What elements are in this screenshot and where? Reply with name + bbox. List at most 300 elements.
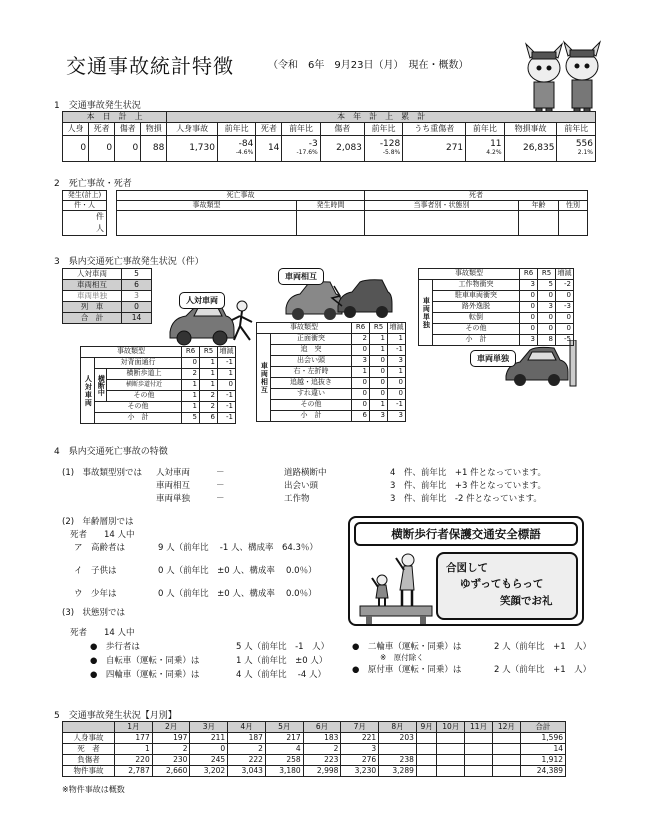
type-row [419, 302, 574, 313]
p1-label: (1) 事故類型別では [62, 468, 143, 478]
s1-pct: 2.1% [577, 149, 593, 157]
type-row-value: 0 [556, 313, 574, 324]
monthly-cell [416, 733, 436, 744]
summary-value: 0 [122, 302, 152, 313]
status-item [352, 663, 602, 677]
type-row [257, 400, 406, 411]
type-row-value: 0 [370, 378, 388, 389]
status-key: ● 原付車（運転・同乗）は [352, 665, 462, 675]
type-col-header: 事故類型 [257, 323, 352, 334]
month-header: 9月 [416, 722, 436, 733]
monthly-cell [492, 755, 520, 766]
type-row-value: 2 [200, 391, 218, 402]
fatal-summary-table [62, 268, 152, 324]
monthly-cell: 217 [265, 733, 303, 744]
col-time: 発生時間 [297, 201, 365, 211]
type-row-value: -1 [388, 345, 406, 356]
type-row [257, 411, 406, 422]
status-item [352, 640, 602, 652]
s1-pct: -5.8% [382, 149, 401, 157]
monthly-cell: 177 [115, 733, 153, 744]
monthly-cell: 223 [303, 755, 341, 766]
type-row-label: 出会い頭 [271, 356, 352, 367]
type-col-header: 増減 [388, 323, 406, 334]
type-row-value: 6 [352, 411, 370, 422]
accident-type-item [156, 479, 596, 492]
monthly-row-label: 死 者 [63, 744, 115, 755]
item-text: 3 件、前年比 +3 件となっています。 [390, 481, 546, 491]
type-row-value: 2 [182, 369, 200, 380]
type-row-label: 小 計 [95, 413, 182, 424]
s1-col-header: うち重傷者 [403, 123, 466, 136]
status-value: 2 人（前年比 +1 人） [494, 642, 592, 652]
type-row-value: 6 [200, 413, 218, 424]
month-header: 2月 [152, 722, 190, 733]
type-row-label: 駐車車両衝突 [433, 291, 520, 302]
single-table [418, 268, 574, 346]
monthly-cell: 211 [190, 733, 228, 744]
monthly-cell: 222 [228, 755, 266, 766]
type-row-value: 3 [520, 280, 538, 291]
age-group-item [74, 564, 354, 587]
monthly-cell: 0 [190, 744, 228, 755]
month-header: 6月 [303, 722, 341, 733]
section-4-heading: 4 県内交通死亡事故の特徴 [54, 447, 168, 457]
s1-pct: -4.6% [235, 149, 254, 157]
monthly-cell [437, 755, 465, 766]
monthly-row [63, 766, 566, 777]
count-unit-people: 人 [96, 224, 104, 233]
s1-col-header: 物損 [141, 123, 167, 136]
safety-slogan-banner [348, 516, 584, 626]
type-row-value: 1 [200, 380, 218, 391]
age-group-item [74, 541, 354, 564]
item-text: 4 件、前年比 +1 件となっています。 [390, 468, 546, 478]
type-row-label: その他 [433, 324, 520, 335]
s1-col-header: 人身 [63, 123, 89, 136]
type-row-value: 3 [370, 411, 388, 422]
type-row-value: 0 [352, 389, 370, 400]
type-row-label: 正面衝突 [271, 334, 352, 345]
fatal-accident-header: 死亡事故 [117, 191, 365, 201]
status-value: 1 人（前年比 ±0 人） [236, 656, 328, 666]
monthly-row [63, 755, 566, 766]
summary-label: 合 計 [63, 313, 122, 324]
type-row-value: 0 [352, 345, 370, 356]
s1-value [217, 136, 255, 162]
status-key: ● 歩行者は [90, 642, 140, 652]
type-row-value: 0 [520, 302, 538, 313]
monthly-cell [465, 755, 493, 766]
s1-col-header: 前年比 [466, 123, 504, 136]
s1-col-header: 前年比 [557, 123, 596, 136]
monthly-cell: 4 [265, 744, 303, 755]
p2-total: 死者 14 人中 [70, 530, 135, 540]
month-header: 3月 [190, 722, 228, 733]
type-row-value: 1 [182, 402, 200, 413]
monthly-cell: 1,596 [520, 733, 565, 744]
status-key: ● 自転車（運転・同乗）は [90, 656, 200, 666]
monthly-cell [437, 733, 465, 744]
type-row-label: 工作物衝突 [433, 280, 520, 291]
month-header: 1月 [115, 722, 153, 733]
month-header: 合計 [520, 722, 565, 733]
monthly-cell: 187 [228, 733, 266, 744]
s1-value [364, 136, 402, 162]
type-row [257, 389, 406, 400]
s1-value-text: -84 [238, 139, 254, 150]
type-col-header: 増減 [218, 347, 236, 358]
type-col-header: R5 [538, 269, 556, 280]
type-row-value: 1 [182, 391, 200, 402]
type-row-value: 1 [388, 334, 406, 345]
monthly-cell [416, 744, 436, 755]
type-row-label: 追 突 [271, 345, 352, 356]
monthly-cell: 276 [341, 755, 379, 766]
s1-col-header: 人身事故 [167, 123, 218, 136]
type-row-label: その他 [95, 402, 182, 413]
s1-value-text: -3 [308, 139, 318, 150]
type-row-value: -1 [218, 358, 236, 369]
slogan-line-2: ゆずってもらって [460, 578, 544, 590]
s1-value [557, 136, 596, 162]
type-row [419, 313, 574, 324]
item-type: 人対車両 [156, 468, 191, 478]
type-row-value: 5 [538, 280, 556, 291]
type-row-value: 0 [520, 291, 538, 302]
monthly-row-label: 負傷者 [63, 755, 115, 766]
item-dash: － [216, 494, 225, 504]
month-header: 10月 [437, 722, 465, 733]
type-row-label: 小 計 [433, 335, 520, 346]
p3-label: (3) 状態別では [62, 608, 126, 618]
s1-value [63, 136, 89, 162]
type-row-value: -1 [388, 400, 406, 411]
monthly-cell: 3,289 [379, 766, 417, 777]
type-row-value: 2 [352, 334, 370, 345]
type-row-value: 1 [388, 367, 406, 378]
type-row [257, 334, 406, 345]
type-row [257, 378, 406, 389]
type-row-value: -1 [218, 402, 236, 413]
type-row-value: 1 [182, 380, 200, 391]
type-row-value: 0 [352, 400, 370, 411]
type-row-value: -2 [556, 280, 574, 291]
monthly-cell [492, 766, 520, 777]
s1-value [256, 136, 282, 162]
monthly-cell [416, 755, 436, 766]
monthly-cell: 221 [341, 733, 379, 744]
s1-pct: -17.6% [296, 149, 318, 157]
monthly-cell [437, 744, 465, 755]
age-group-value: 0 人（前年比 ±0 人、構成率 0.0％） [158, 566, 317, 576]
type-row-value: 0 [538, 291, 556, 302]
type-row-value: 0 [538, 313, 556, 324]
type-row-label: 対背面通行 [95, 358, 182, 369]
section-1-heading: 1 交通事故発生状況 [54, 101, 141, 111]
s1-value [466, 136, 504, 162]
s1-value-text: 271 [445, 142, 464, 153]
type-row-label: その他 [107, 391, 182, 402]
type-side-label: 人対車両 [81, 358, 95, 424]
type-row [419, 280, 574, 291]
summary-row [63, 280, 152, 291]
summary-label: 人対車両 [63, 269, 122, 280]
crossing-mid-label: 横断中 [95, 369, 107, 402]
type-row-label: 路外逸脱 [433, 302, 520, 313]
type-row-value: 0 [370, 356, 388, 367]
monthly-cell: 14 [520, 744, 565, 755]
type-row-value: -5 [556, 335, 574, 346]
monthly-cell: 1 [115, 744, 153, 755]
p2-label: (2) 年齢層別では [62, 517, 134, 527]
type-row [81, 358, 236, 369]
type-row-value: -1 [218, 391, 236, 402]
type-row [257, 356, 406, 367]
pedestrian-table [80, 346, 236, 424]
type-col-header: 事故類型 [419, 269, 520, 280]
type-row-value: 1 [370, 334, 388, 345]
monthly-cell: 1,912 [520, 755, 565, 766]
type-row-value: 1 [200, 369, 218, 380]
s1-value [167, 136, 218, 162]
item-what: 工作物 [284, 494, 310, 504]
accident-summary-table [62, 111, 596, 162]
col-accident-type: 事故類型 [117, 201, 297, 211]
accident-type-item [156, 466, 596, 479]
type-row-label: その他 [271, 400, 352, 411]
monthly-corner [63, 722, 115, 733]
single-vehicle-illustration [504, 340, 584, 392]
type-row-value: -3 [556, 302, 574, 313]
monthly-cell: 2 [228, 744, 266, 755]
s1-col-header: 物損事故 [504, 123, 557, 136]
monthly-cell: 2,998 [303, 766, 341, 777]
monthly-cell: 183 [303, 733, 341, 744]
page-title: 交通事故統計特徴 [66, 54, 234, 78]
monthly-cell: 3,180 [265, 766, 303, 777]
type-row [81, 413, 236, 424]
status-value: 2 人（前年比 +1 人） [494, 665, 592, 675]
type-row [81, 369, 236, 380]
type-row-value: 1 [352, 367, 370, 378]
type-row-value: 0 [388, 378, 406, 389]
monthly-table [62, 721, 566, 777]
s1-col-header: 傷者 [115, 123, 141, 136]
type-row-label: すれ違い [271, 389, 352, 400]
day-total-header: 本 日 計 上 [63, 112, 167, 123]
status-key: ● 四輪車（運転・同乗）は [90, 670, 200, 680]
monthly-row-label: 物件事故 [63, 766, 115, 777]
type-row-value: 0 [520, 324, 538, 335]
age-group-value: 9 人（前年比 -1 人、構成率 64.3％） [158, 543, 318, 553]
type-col-header: R6 [352, 323, 370, 334]
accident-type-item [156, 492, 596, 505]
s1-value [320, 136, 364, 162]
s1-value [282, 136, 320, 162]
callout-single: 車両単独 [470, 350, 516, 367]
monthly-row [63, 744, 566, 755]
type-row-value: 0 [352, 378, 370, 389]
month-header: 12月 [492, 722, 520, 733]
s1-col-header: 前年比 [282, 123, 320, 136]
status-item [90, 640, 350, 654]
accident-type-list [156, 466, 596, 505]
status-item [90, 654, 350, 668]
item-text: 3 件、前年比 -2 件となっています。 [390, 494, 542, 504]
type-row-label: 追越・追抜き [271, 378, 352, 389]
summary-value: 5 [122, 269, 152, 280]
s1-value-text: 88 [152, 142, 165, 153]
type-row-value: 0 [538, 324, 556, 335]
s1-value [504, 136, 557, 162]
type-row-value: 0 [182, 358, 200, 369]
type-row [81, 402, 236, 413]
type-row [257, 345, 406, 356]
slogan-line-3: 笑顔でお礼 [500, 595, 553, 607]
col-sex: 性別 [559, 201, 588, 211]
type-row-value: 1 [370, 345, 388, 356]
item-dash: － [216, 481, 225, 491]
monthly-cell [465, 733, 493, 744]
banner-title: 横断歩行者保護交通安全標語 [354, 522, 578, 546]
s1-value-text: 14 [267, 142, 280, 153]
type-table-header [81, 347, 236, 358]
s1-pct: 4.2% [486, 149, 502, 157]
status-item [90, 668, 350, 682]
type-col-header: R6 [182, 347, 200, 358]
monthly-cell: 238 [379, 755, 417, 766]
type-col-header: R5 [200, 347, 218, 358]
monthly-cell: 203 [379, 733, 417, 744]
monthly-header-row [63, 722, 566, 733]
monthly-cell: 230 [152, 755, 190, 766]
monthly-cell [492, 733, 520, 744]
col-age: 年齢 [519, 201, 559, 211]
summary-row [63, 302, 152, 313]
crossing-illustration [356, 550, 436, 624]
year-total-header: 本 年 計 上 累 計 [167, 112, 596, 123]
type-row-value: 0 [556, 324, 574, 335]
type-col-header: R6 [520, 269, 538, 280]
death-header: 死者 [365, 191, 588, 201]
s1-value [141, 136, 167, 162]
status-value: 5 人（前年比 -1 人） [236, 642, 330, 652]
age-group-value: 0 人（前年比 ±0 人、構成率 0.0％） [158, 589, 317, 599]
type-side-label: 車両相互 [257, 334, 271, 422]
section-2-heading: 2 死亡事故・死者 [54, 179, 132, 189]
monthly-cell [437, 766, 465, 777]
type-row-value: 0 [370, 367, 388, 378]
type-side-label: 車両単独 [419, 280, 433, 346]
monthly-cell: 2,660 [152, 766, 190, 777]
callout-pedestrian: 人対車両 [179, 292, 225, 309]
s1-value [403, 136, 466, 162]
type-row-label: 横断歩道付近 [107, 380, 182, 391]
month-header: 4月 [228, 722, 266, 733]
type-table-header [419, 269, 574, 280]
type-row [257, 367, 406, 378]
month-header: 5月 [265, 722, 303, 733]
type-row-value: 1 [370, 400, 388, 411]
monthly-cell [465, 744, 493, 755]
type-row-value: 1 [218, 369, 236, 380]
s1-value-text: 556 [575, 139, 593, 150]
summary-value: 14 [122, 313, 152, 324]
occurrence-label: 発生(計上) [63, 191, 107, 201]
count-unit-cases: 件 [96, 212, 104, 221]
monthly-note: ※物件事故は概数 [62, 785, 125, 794]
monthly-cell: 245 [190, 755, 228, 766]
status-key: ● 二輪車（運転・同乗）は [352, 642, 462, 652]
type-row-value: 3 [538, 302, 556, 313]
s1-value-text: 26,835 [522, 142, 555, 153]
date-status: （令和 6年 9月23日（月） 現在・概数） [268, 60, 469, 71]
type-row [419, 291, 574, 302]
slogan-line-1: 合図して [446, 562, 488, 574]
summary-label: 車両単独 [63, 291, 122, 302]
type-row-value: 8 [538, 335, 556, 346]
summary-row [63, 269, 152, 280]
s1-value-text: 0 [80, 142, 87, 153]
type-row-value: 1 [200, 358, 218, 369]
type-row-value: -1 [218, 413, 236, 424]
type-row-value: 3 [352, 356, 370, 367]
monthly-cell: 2 [152, 744, 190, 755]
age-group-key: ウ 少年は [74, 589, 117, 599]
s1-col-header: 傷者 [320, 123, 364, 136]
fatal-accident-table [62, 190, 588, 236]
type-row-value: 0 [388, 389, 406, 400]
type-row-label: 横断歩道上 [107, 369, 182, 380]
type-col-header: R5 [370, 323, 388, 334]
count-unit-label: 件・人 [63, 201, 107, 211]
item-what: 道路横断中 [284, 468, 327, 478]
summary-value: 6 [122, 280, 152, 291]
type-row [419, 324, 574, 335]
s1-col-header: 死者 [256, 123, 282, 136]
type-row-value: 3 [520, 335, 538, 346]
monthly-cell [416, 766, 436, 777]
type-row-value: 0 [370, 389, 388, 400]
col-party-status: 当事者別・状態別 [365, 201, 519, 211]
section-5-heading: 5 交通事故発生状況【月別】 [54, 711, 177, 721]
item-what: 出会い頭 [284, 481, 319, 491]
monthly-row-label: 人身事故 [63, 733, 115, 744]
s1-col-header: 前年比 [364, 123, 402, 136]
summary-row [63, 313, 152, 324]
monthly-row [63, 733, 566, 744]
summary-value: 3 [122, 291, 152, 302]
monthly-cell: 3 [341, 744, 379, 755]
s1-value-text: -128 [379, 139, 401, 150]
monthly-cell: 3,043 [228, 766, 266, 777]
type-row-value: 2 [200, 402, 218, 413]
type-row-value: 0 [520, 313, 538, 324]
monthly-cell: 197 [152, 733, 190, 744]
type-table-header [257, 323, 406, 334]
status-value: 4 人（前年比 -4 人） [236, 670, 326, 680]
monthly-cell [465, 766, 493, 777]
month-header: 11月 [465, 722, 493, 733]
type-col-header: 事故類型 [81, 347, 182, 358]
item-type: 車両相互 [156, 481, 191, 491]
status-note: ※ 原付除く [380, 653, 424, 662]
monthly-cell: 220 [115, 755, 153, 766]
monthly-cell: 258 [265, 755, 303, 766]
monthly-cell: 24,389 [520, 766, 565, 777]
summary-row [63, 291, 152, 302]
